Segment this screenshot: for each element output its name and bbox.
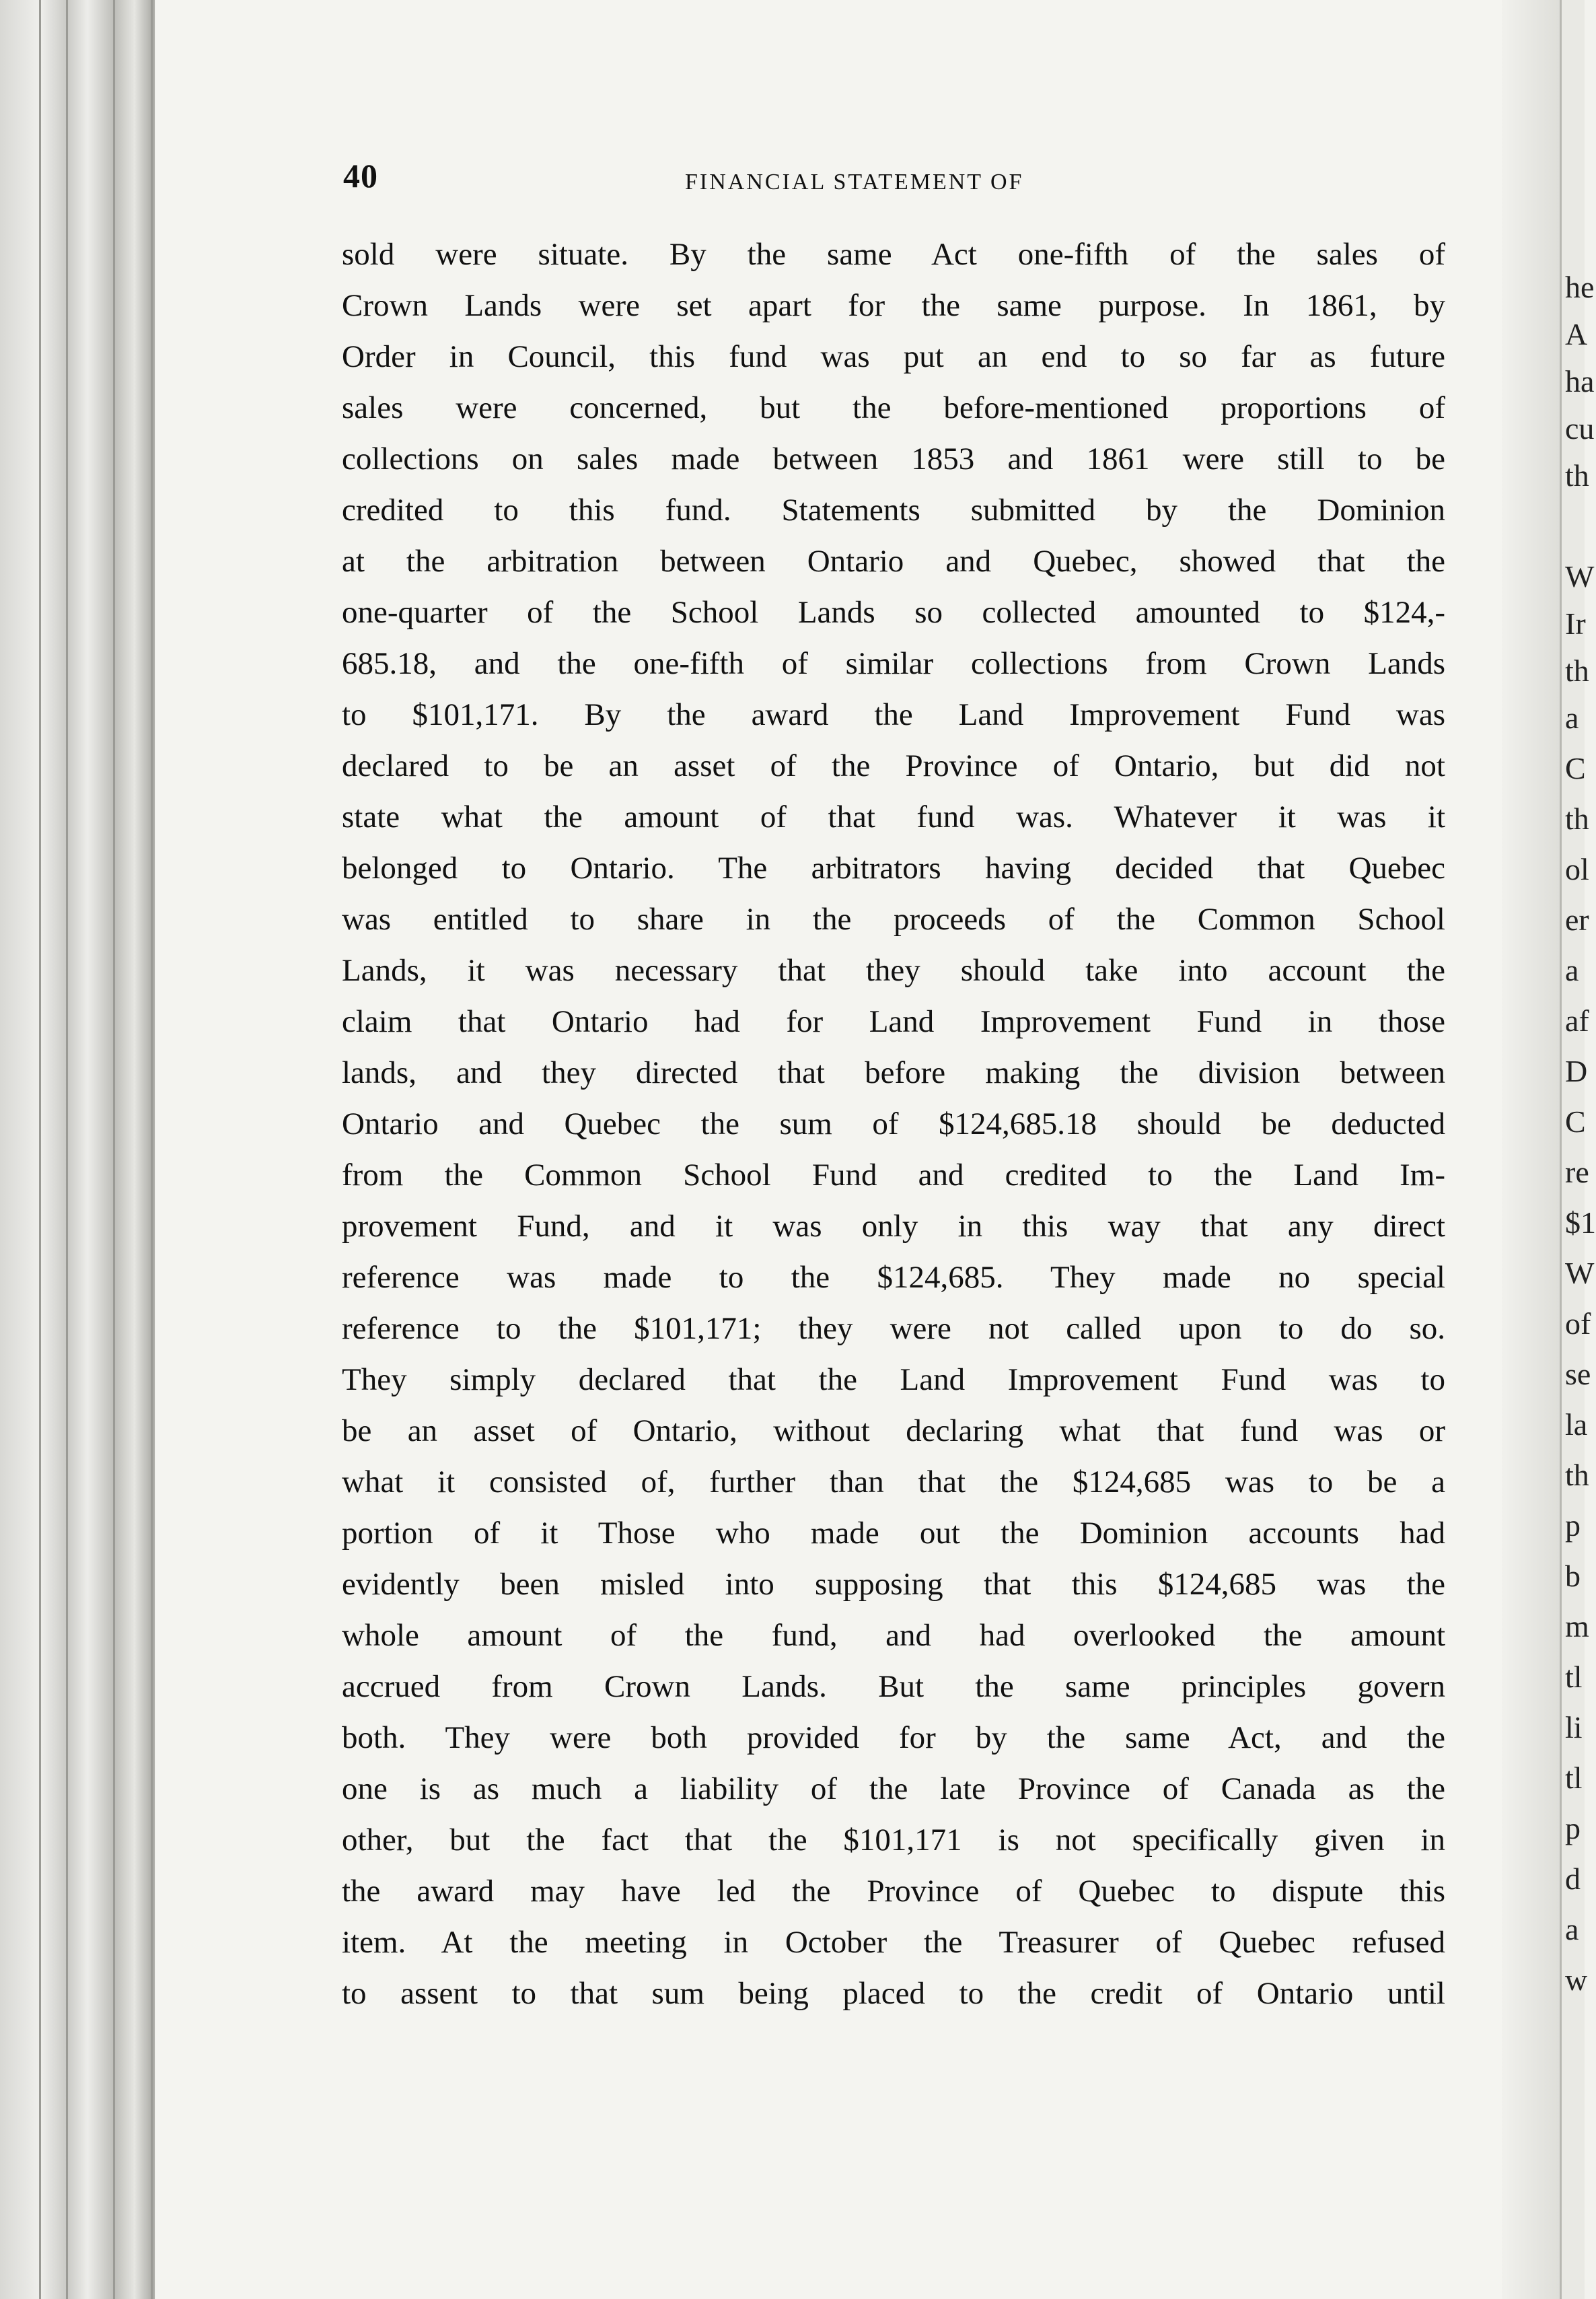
facing-page-fragment: af	[1565, 1003, 1589, 1038]
text-line: credited to this fund. Statements submitted by the Dominion	[342, 493, 1445, 528]
text-line: collections on sales made between 1853 and 1861 were still to be	[342, 441, 1445, 476]
facing-page-fragment: b	[1565, 1559, 1581, 1593]
text-line: to $101,171. By the award the Land Improvement Fund was	[342, 697, 1445, 732]
facing-page-fragment: th	[1565, 802, 1589, 836]
facing-page-fragment: of	[1565, 1306, 1591, 1341]
text-line: belonged to Ontario. The arbitrators having decided that Quebec	[342, 851, 1445, 886]
facing-page-fragment: C	[1565, 751, 1586, 785]
text-line: at the arbitration between Ontario and Quebec, showed that the	[342, 544, 1445, 579]
text-line: what it consisted of, further than that the $124,685 was to be a	[342, 1464, 1445, 1499]
text-line: from the Common School Fund and credited to the Land Im-	[342, 1158, 1445, 1193]
facing-page-fragment: re	[1565, 1155, 1589, 1189]
book-gutter	[0, 0, 155, 2299]
facing-page-fragment: li	[1565, 1710, 1583, 1744]
text-line: Lands, it was necessary that they should take into account the	[342, 953, 1445, 988]
text-line: other, but the fact that the $101,171 is not specifically given in	[342, 1823, 1445, 1858]
text-line: one-quarter of the School Lands so collected amounted to $124,-	[342, 595, 1445, 630]
facing-page-fragment: cu	[1565, 411, 1595, 446]
text-line: Crown Lands were set apart for the same purpose. In 1861, by	[342, 288, 1445, 323]
facing-page-fragment: la	[1565, 1407, 1588, 1442]
facing-page-fragment: C	[1565, 1104, 1586, 1139]
facing-page-fragment: a	[1565, 701, 1579, 735]
page-fold-shadow	[1502, 0, 1560, 2299]
body-text	[342, 229, 1445, 2019]
facing-page-fragment: se	[1565, 1357, 1591, 1391]
page-header-title: FINANCIAL STATEMENT OF	[685, 170, 1024, 194]
facing-page-fragment: p	[1565, 1508, 1581, 1543]
page-edge-line	[113, 0, 115, 2299]
text-line: item. At the meeting in October the Treasurer of Quebec refused	[342, 1925, 1445, 1960]
text-line: 685.18, and the one-fifth of similar collections from Crown Lands	[342, 646, 1445, 681]
text-line: They simply declared that the Land Improvement Fund was to	[342, 1362, 1445, 1397]
facing-page-fragment: ha	[1565, 364, 1595, 398]
facing-page-fragment: D	[1565, 1054, 1588, 1088]
text-line: sales were concerned, but the before-mentioned proportions of	[342, 390, 1445, 425]
facing-page-fragment: m	[1565, 1609, 1589, 1643]
text-line: reference to the $101,171; they were not called upon to do so.	[342, 1311, 1445, 1346]
page-number: 40	[343, 157, 378, 194]
text-line: Ontario and Quebec the sum of $124,685.18 should be deducted	[342, 1106, 1445, 1141]
text-line: to assent to that sum being placed to the credit of Ontario until	[342, 1976, 1445, 2011]
text-line: declared to be an asset of the Province of Ontario, but did not	[342, 748, 1445, 783]
page-edge-line	[39, 0, 41, 2299]
text-line: evidently been misled into supposing that this $124,685 was the	[342, 1567, 1445, 1602]
facing-page-fragment: ol	[1565, 852, 1589, 886]
facing-page-fragment: th	[1565, 1458, 1589, 1492]
text-line: provement Fund, and it was only in this way that any direct	[342, 1209, 1445, 1244]
facing-page-fragment: a	[1565, 1912, 1579, 1946]
text-line: Order in Council, this fund was put an end to so far as future	[342, 339, 1445, 374]
text-line: sold were situate. By the same Act one-fifth of the sales of	[342, 237, 1445, 272]
facing-page-fragment: tl	[1565, 1660, 1583, 1694]
facing-page-fragment: th	[1565, 653, 1589, 688]
facing-page-fragment: W	[1565, 1256, 1595, 1290]
facing-page-fragment: $1	[1565, 1205, 1596, 1240]
facing-page-fragment: he	[1565, 270, 1595, 304]
facing-page-fragment: p	[1565, 1811, 1581, 1845]
facing-page-fragment: a	[1565, 953, 1579, 987]
text-line: portion of it Those who made out the Dominion accounts had	[342, 1516, 1445, 1551]
text-line: state what the amount of that fund was. Whatever it was it	[342, 800, 1445, 835]
text-line: claim that Ontario had for Land Improvement Fund in those	[342, 1004, 1445, 1039]
text-line: lands, and they directed that before making the division between	[342, 1055, 1445, 1090]
text-line: be an asset of Ontario, without declaring what that fund was or	[342, 1413, 1445, 1448]
text-line: the award may have led the Province of Quebec to dispute this	[342, 1874, 1445, 1909]
facing-page-fragment: tl	[1565, 1761, 1583, 1795]
facing-page-fragment: w	[1565, 1962, 1588, 1997]
text-line: was entitled to share in the proceeds of the Common School	[342, 902, 1445, 937]
running-header	[343, 156, 1500, 203]
facing-page-fragment: A	[1565, 317, 1588, 351]
facing-page-fragment: th	[1565, 458, 1589, 493]
facing-page-fragment: er	[1565, 903, 1589, 937]
text-line: reference was made to the $124,685. They made no special	[342, 1260, 1445, 1295]
text-line: whole amount of the fund, and had overlooked the amount	[342, 1618, 1445, 1653]
page-edge-line	[66, 0, 68, 2299]
text-line: both. They were both provided for by the same Act, and the	[342, 1720, 1445, 1755]
facing-page-fragment: Ir	[1565, 606, 1586, 641]
text-line: one is as much a liability of the late Province of Canada as the	[342, 1771, 1445, 1806]
text-line: accrued from Crown Lands. But the same principles govern	[342, 1669, 1445, 1704]
facing-page-fragment: W	[1565, 559, 1595, 594]
page-edge-line	[151, 0, 153, 2299]
facing-page-fragment: d	[1565, 1862, 1581, 1896]
